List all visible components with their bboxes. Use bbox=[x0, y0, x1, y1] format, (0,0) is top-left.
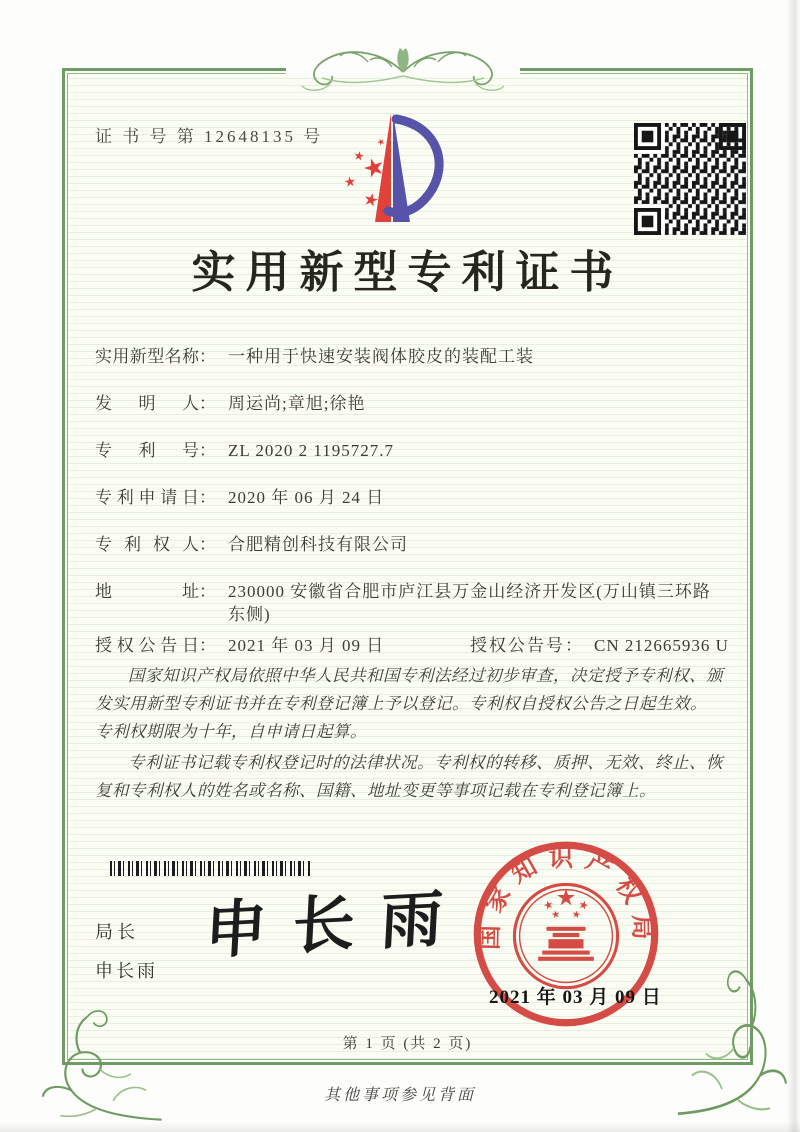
grant-date-label: 授权公告日 bbox=[95, 636, 199, 655]
grant-number-label: 授权公告号 bbox=[470, 636, 565, 655]
field-label: 专利申请日 bbox=[95, 488, 199, 507]
certificate-number: 证 书 号 第 12648135 号 bbox=[95, 127, 324, 146]
barcode bbox=[110, 861, 310, 876]
page-number: 第 1 页 (共 2 页) bbox=[342, 1036, 473, 1052]
qr-code-icon bbox=[634, 123, 746, 235]
grant-number-value: CN 212665936 U bbox=[594, 636, 729, 655]
legal-paragraph-2: 专利证书记载专利权登记时的法律状况。专利权的转移、质押、无效、终止、恢复和专利权人的姓名或名称、国籍、地址变更等事项记载在专利登记簿上。 bbox=[95, 753, 723, 800]
field-value: 一种用于快速安装阀体胶皮的装配工装 bbox=[228, 347, 534, 366]
photo-page-edge bbox=[787, 0, 800, 1132]
seal-date: 2021 年 03 月 09 日 bbox=[489, 987, 662, 1008]
field-label: 实用新型名称 bbox=[95, 347, 199, 366]
director-name: 申长雨 bbox=[95, 961, 158, 981]
certificate-fields bbox=[95, 345, 729, 681]
back-side-note: 其他事项参见背面 bbox=[323, 1087, 476, 1104]
field-grant-row: 授权公告日： 2021 年 03 月 09 日 授权公告号： CN 212665936 U bbox=[95, 636, 729, 655]
field-grant-number: 授权公告号： CN 212665936 U bbox=[470, 636, 729, 655]
legal-text bbox=[95, 662, 723, 808]
field-label: 地址 bbox=[95, 582, 199, 601]
field-value: ZL 2020 2 1195727.7 bbox=[228, 441, 395, 460]
cnipa-logo-icon bbox=[330, 110, 460, 228]
field-inventors: 发明人： 周运尚;章旭;徐艳 bbox=[95, 394, 366, 413]
field-address: 地址： 230000 安徽省合肥市庐江县万金山经济开发区(万山镇三环路东侧) bbox=[95, 580, 725, 626]
legal-paragraph-1: 国家知识产权局依照中华人民共和国专利法经过初步审查，决定授予专利权、颁发实用新型专利证书并在专利登记簿上予以登记。专利权自授权公告之日起生效。专利权期限为十年，自申请日起算。 bbox=[95, 666, 723, 741]
field-label: 专利号 bbox=[95, 441, 199, 460]
director-signature-script: 申长雨 bbox=[203, 884, 471, 967]
director-title: 局长 bbox=[95, 922, 139, 942]
field-value: 合肥精创科技有限公司 bbox=[228, 535, 408, 554]
grant-date-value: 2021 年 03 月 09 日 bbox=[228, 636, 385, 655]
field-filing-date: 专利申请日： 2020 年 06 月 24 日 bbox=[95, 488, 385, 507]
field-value: 2020 年 06 月 24 日 bbox=[228, 488, 385, 507]
field-patentee: 专利权人： 合肥精创科技有限公司 bbox=[95, 535, 408, 554]
photo-page-edge-bottom bbox=[0, 1122, 800, 1132]
field-value: 周运尚;章旭;徐艳 bbox=[228, 394, 366, 413]
national-emblem-icon bbox=[514, 884, 617, 987]
certificate-title: 实用新型专利证书 bbox=[191, 248, 624, 297]
field-utility-model-name: 实用新型名称： 一种用于快速安装阀体胶皮的装配工装 bbox=[95, 347, 534, 366]
seal-text: 国家知识产权局 bbox=[476, 844, 656, 951]
field-label: 专利权人 bbox=[95, 535, 199, 554]
field-value: 230000 安徽省合肥市庐江县万金山经济开发区(万山镇三环路东侧) bbox=[228, 582, 711, 624]
field-label: 发明人 bbox=[95, 394, 199, 413]
field-patent-number: 专利号： ZL 2020 2 1195727.7 bbox=[95, 441, 395, 460]
